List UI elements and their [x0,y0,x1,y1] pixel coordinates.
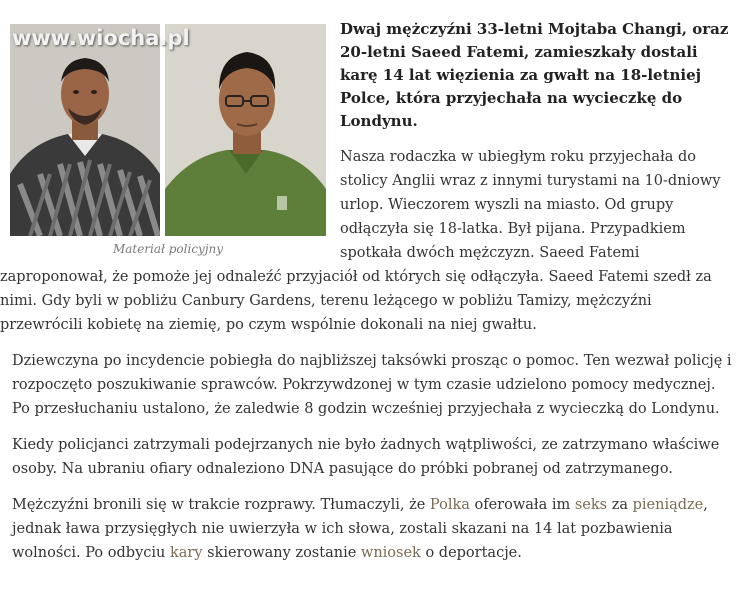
link-pieniadze[interactable]: pieniądze [632,497,704,513]
police-photo-right [165,24,326,236]
text-segment: Mężczyźni bronili się w trakcie rozprawy. Tłumaczyli, że [12,497,430,513]
article-lead: Dwaj mężczyźni 33-letni Mojtaba Changi, oraz 20-letni Saeed Fatemi, zamieszkały dostali karę 14 lat więzienia za gwałt na 18-letniej Polce, która przyjechała na wycieczkę do Londynu. [340,20,729,130]
paragraph-4 [12,493,736,565]
man-portrait-left [10,24,160,236]
police-photo-left [10,24,160,236]
paragraph-1: Nasza rodaczka w ubiegłym roku przyjechała do stolicy Anglii wraz z innymi turystami na 10-dniowy urlop. Wieczorem wyszli na miasto. Od grupy odłączyła się 18-latka. Był pijana. Przypadkiem spotkała dwóch mężczyzn. Saeed Fatemi zaproponował, że pomoże jej odnaleźć przyjaciół od których się odłączyła. Saeed Fatemi szedł za nimi. Gdy byli w pobliżu Canbury Gardens, terenu leżącego w pobliżu Tamizy, mężczyźni przewrócili kobietę na ziemię, po czym wspólnie dokonali na niej gwałtu. [0,149,721,333]
article [0,18,748,597]
photo-caption: Materiał policyjny [112,242,224,256]
text-segment: za [607,497,633,513]
link-wniosek[interactable]: wniosek [360,545,421,561]
text-segment: , jednak ława przysięgłych nie uwierzyła w ich słowa, zostali skazani na 14 lat pozbawienia wolności. Po odbyciu [12,497,708,561]
site-watermark: www.wiocha.pl [12,26,190,50]
paragraph-3: Kiedy policjanci zatrzymali podejrzanych nie było żadnych wątpliwości, ze zatrzymano właściwe osoby. Na ubraniu ofiary odnaleziono DNA pasujące do próbki pobranej od zatrzymanego. [12,437,720,477]
article-figure [10,24,326,256]
text-segment: o deportacje. [420,545,522,561]
link-polka[interactable]: Polka [429,497,470,513]
text-segment: oferowała im [469,497,575,513]
link-seks[interactable]: seks [574,497,608,513]
text-segment: skierowany zostanie [202,545,361,561]
man-portrait-right [165,24,326,236]
photo-pair [10,24,326,236]
paragraph-2: Dziewczyna po incydencie pobiegła do najbliższej taksówki prosząc o pomoc. Ten wezwał policję i rozpoczęto poszukiwanie sprawców. Pokrzywdzonej w tym czasie udzielono pomocy medycznej. Po przesłuchaniu ustalono, że zaledwie 8 godzin wcześniej przyjechała z wycieczką do Londynu. [12,353,732,417]
link-kary[interactable]: kary [169,545,203,561]
